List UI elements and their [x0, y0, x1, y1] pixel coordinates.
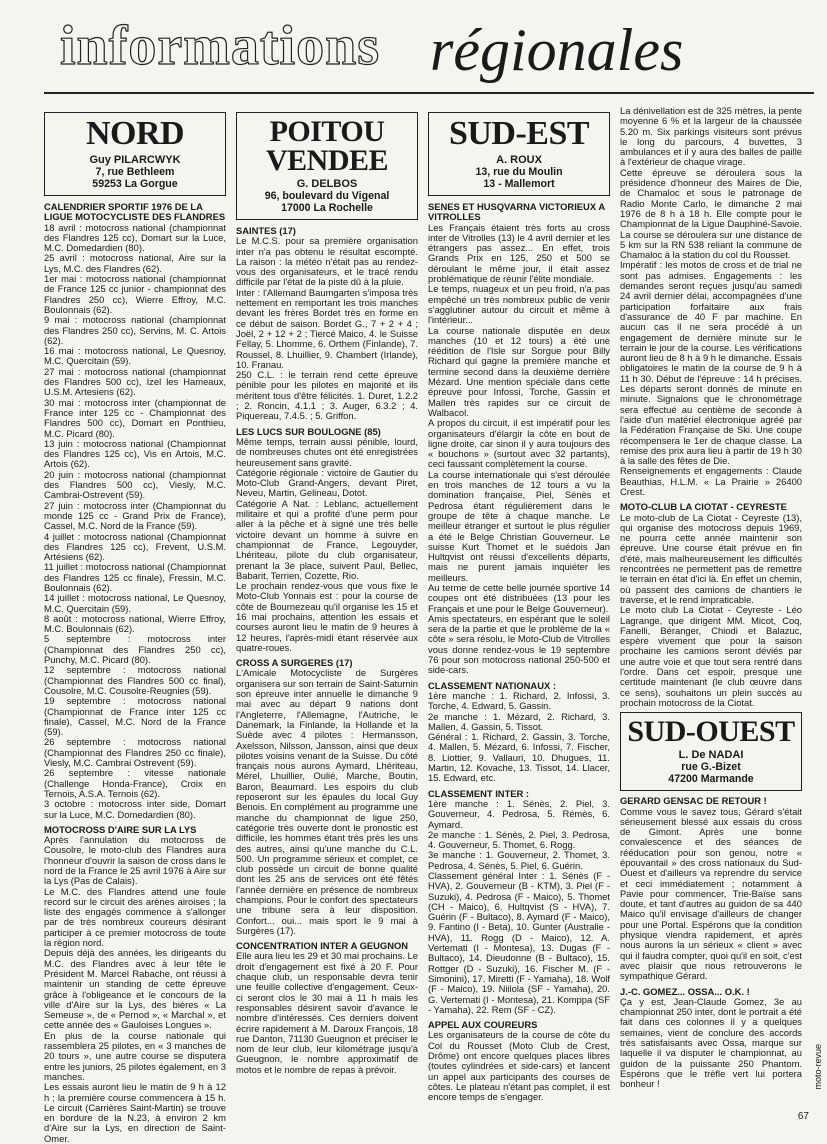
paragraph: 9 mai : motocross national (championnat des Flandres 250 cc), Servins, M. C. Artois (62).	[44, 314, 226, 346]
paragraph: Inter : l'Allemand Baumgarten s'imposa très nettement en remportant les trois manches devant les frères Bordet très en forme en ce début de saison. Bordet G., 7 + 2 + 4 ; Joël, 2 + 12 + 2 ; Tiercé Maico, 4. le Suisse Fellay, 5. Lhomme, 6. Orthem (Finlande), 7. Roussel, 8. Lhuillier, 9. Chambert (Irlande), 10. Franau.	[236, 286, 418, 370]
section-title: NORD	[85, 115, 185, 152]
column-sud-est	[428, 112, 610, 1103]
article-heading: SAINTES (17)	[236, 225, 296, 236]
paragraph: 11 juillet : motocross national (Championnat des Flandres 125 cc finale), Fressin, M.C. Boulonnais (62).	[44, 561, 226, 593]
page-number: 67	[797, 1111, 809, 1122]
paragraph: Catégorie régionale : victoire de Gautier du Moto-Club Grand-Angers, devant Piret, Neveu, Martin, Gelineau, Dotot.	[236, 466, 418, 499]
paragraph: La course internationale qui s'est déroulée en trois manches de 12 tours a vu la domination française, Piel, Sénès et Pedrosa étant régulièrement dans le groupe de tête à chaque manche. Le meilleur étranger et surtout le plus régulier a été le Belge Christian Gouverneur. Le suisse Kurt Thomet et le suédois Jan Hultqvist ont réussi d'excellents départs, mais ne purent jamais inquiéter les meilleurs.	[428, 468, 610, 583]
paragraph: 1ère manche : 1. Richard, 2. Infossi, 3. Torche, 4. Edward, 5. Gassin.	[428, 689, 610, 712]
paragraph: En plus de la course nationale qui rassemblera 25 pilotes, en « 3 manches de 20 tours », une autre course se disputera entre les juniors, 25 pilotes également, en 3 manches.	[44, 1029, 226, 1082]
paragraph: Classement général Inter : 1. Sénès (F - HVA), 2. Gouverneur (B - KTM), 3. Piel (F - Suzuki), 4. Pedrosa (F - Maico), 5. Thomet (CH - Maico), 6. Hultqvist (S - HVA), 7. Guérin (F - Bultaco), 8. Aymard (F - Maico), 9. Fantino (I - Beta), 10. Gunter (Australie - HVA), 11. Rogg (D - Maico), 12. A. Vertemati (I - Montesa), 13. Dugas (F - Bultaco), 14. Dieudonne (B - Bultaco), 15. Rottger (D - Suzuki), 16. Fischer M. (F - Simonini), 17. Miretti (F - Yamaha), 18. Wolf (F - Maico), 19. Niilola (SF - Yamaha), 20. G. Vertemati (I - Montesa), 21. Komppa (SF - Yamaha), 22. Rem (SF - CZ).	[428, 870, 610, 1015]
article-body	[44, 835, 226, 1144]
article-heading: MOTOCROSS D'AIRE SUR LA LYS	[44, 823, 197, 835]
paragraph: Le temps, nuageux et un peu froid, n'a pas empêché un très nombreux public de venir s'agglutiner autour du circuit et même à l'intérieur...	[428, 283, 610, 326]
paragraph: 25 avril : motocross national, Aire sur la Lys, M.C. des Flandres (62).	[44, 252, 226, 274]
article-body	[236, 437, 418, 653]
article-body	[620, 807, 802, 982]
article-body	[428, 1030, 610, 1102]
article-heading: MOTO-CLUB LA CIOTAT - CEYRESTE	[620, 501, 787, 513]
article-heading: CLASSEMENT NATIONAUX :	[428, 679, 556, 691]
paragraph: Comme vous le savez tous, Gérard s'était sérieusement blessé aux essais du cross de Gimont. Après une bonne convalescence et des séances de rééducation pour son genou, notre « épouvantail » des cross nationaux du Sud-Ouest et d'ailleurs va reprendre du service et ceci immédiatement ; notamment à Pavie pour commencer, Trie-Baïse sans doute, et tant d'autres au guidon de sa 440 Maico qu'il envisage d'ailleurs de changer pour une Portal. Espérons que la condition physique viendra rapidement, et après nous aurons la un sérieux « client » avec qui il faudra compter, quoi qu'il en soit, c'est avec plaisir que nous retrouverons le sympathique Gérard.	[620, 805, 802, 982]
section-title: SUD-EST	[448, 115, 590, 152]
column-nord	[44, 112, 226, 1144]
correspondent: A. ROUX 13, rue du Moulin 13 - Mallemort	[475, 154, 563, 190]
masthead-informations: informations	[60, 15, 380, 77]
article-heading: APPEL AUX COUREURS	[428, 1019, 538, 1031]
article-body	[44, 223, 226, 820]
paragraph: Le moto-club de La Ciotat - Ceyreste (13), qui organise des motocross depuis 1969, ne pourra cette année maintenir son épreuve. Une course était prévue en fin d'été, mais malheureusement les difficultés rencontrées ne permettent pas de remettre le terrain en état d'ici là. En effet un chemin, où passent des camions de chantiers le traverse, et le rend impraticable.	[620, 511, 802, 605]
paragraph: 1er mai : motocross national (championnat de France 125 cc junior - championnat des Flandres 250 cc), Wierre Effroy, M.C. Boulonnais (62).	[44, 273, 226, 315]
paragraph: 13 juin : motocross national (Championnat des Flandres 125 cc), Vis en Artois, M.C. Artois (62).	[44, 437, 226, 470]
article-body	[236, 668, 418, 936]
paragraph: A propos du circuit, il est impératif pour les organisateurs d'élargir la côte en bout de ligne droite, car sinon il y aura toujours des « bouchons » (surtout avec 32 partants), ceci faussant complètement la course.	[428, 417, 610, 470]
masthead-regionales: régionales	[430, 17, 684, 83]
paragraph: 16 mai : motocross national, Le Quesnoy, M.C. Quercitain (59).	[44, 345, 226, 367]
paragraph: Général : 1. Richard, 2. Gassin, 3. Torche, 4. Mallen, 5. Mézard, 6. Infossi, 7. Fischer, 8. Liottier, 9. Vallauri, 10. Dhugues, 11. Martin, 12. Kovache, 13. Tissot, 14. Llacer, 15. Edward, etc.	[428, 731, 610, 784]
section-title: SUD-OUEST	[627, 715, 795, 749]
article-body	[428, 691, 610, 784]
article-heading: CLASSEMENT INTER :	[428, 787, 530, 799]
correspondent: G. DELBOS 96, boulevard du Vigenal 17000 La Rochelle	[264, 178, 390, 214]
article-heading: SENES ET HUSQVARNA VICTORIEUX A VITROLLES	[428, 201, 605, 223]
paragraph: La dénivellation est de 325 mètres, la pente moyenne 6 % et la largeur de la chaussée 5.20 m. Six parkings visiteurs sont prévus le long du parcours, 4 buvettes, 3 ambulances et il y aura des balles de paille à l'extérieur de chaque virage.	[620, 105, 802, 168]
paragraph: L'Amicale Motocycliste de Surgères organisera sur son terrain de Saint-Saturnin son épreuve inter annuelle le dimanche 9 mai avec au départ 9 nations dont l'Angleterre, l'Allemagne, l'Autriche, le Danemark, la Finlande, la Hollande et la Suède avec 4 pilotes : Hermansson, Axelsson, Nilsson, Jansson, ainsi que deux pilotes voisins venant de la Suisse. Du côté français nous aurons Aymard, Lhériteau, Mérel, Lhuillier, Oulié, Marche, Boutin, Baron, Beaumard. Les espoirs du club reposeront sur les épaules du local Guy Benois. En complément au programme une manche du championnat de ligue 250, catégorie très ouverte dont le pronostic est difficile, les hommes étant très près les uns des autres, ainsi qu'une manche du C.L. 500. Un programme sérieux et complet, ce club possède un circuit de bonne qualité dont les 25 ans de services ont été fêtés l'année dernière en présence de nombreux champions. Pour le confort des spectateurs une tribune sera à leur disposition. Confort... oui... mais sport le 9 mai à Surgères (17).	[236, 667, 418, 936]
article-heading: CONCENTRATION INTER A GEUGNON	[236, 940, 409, 952]
paragraph: Le M.C. des Flandres attend une foule record sur le circuit des arènes airoises ; la liste des engagés commence à s'allonger par de très nombreux coureurs désirant participer à ce premier motocross de toute la région nord.	[44, 885, 226, 949]
paragraph: Même temps, terrain aussi pénible, lourd, de nombreuses chutes ont été enregistrées heureusement sans gravité.	[236, 435, 418, 468]
paragraph: La course nationale disputée en deux manches (10 et 12 tours) a été une réédition de l'Isle sur Sorgue pour Billy Richard qui gagne la première manche et termine second dans la deuxième derrière Mézard. Une mention spéciale dans cette épreuve pour Infossi, Torche, Gassin et Mallen très rapides sur ce circuit de Walbacol.	[428, 324, 610, 418]
paragraph: Le M.C.S. pour sa première organisation inter n'a pas obtenu le résultat escompté. La raison : la météo n'était pas au rendez-vous des organisateurs, et le tracé rendu difficile par l'état de la piste dû à la pluie.	[236, 235, 418, 288]
article-body	[428, 223, 610, 676]
paragraph: 26 septembre : motocross national (Championnat des Flandres 250 cc finale), Viesly, M.C. Cambrai Ostrevent (59).	[44, 736, 226, 769]
article-heading: LES LUCS SUR BOULOGNE (85)	[236, 425, 381, 437]
paragraph: 2e manche : 1. Sénès, 2. Piel, 3. Pedrosa, 4. Gouverneur, 5. Thomet, 6. Rogg.	[428, 828, 610, 851]
paragraph: 26 septembre : vitesse nationale (Challenge Honda-France), Croix en Ternois, A.S.A. Ternois (62).	[44, 767, 226, 799]
correspondent: Guy PILARCWYK 7, rue Bethleem 59253 La Gorgue	[89, 154, 181, 190]
publication-tag: moto-revue	[813, 1044, 823, 1090]
masthead	[0, 0, 827, 95]
masthead-rule	[44, 92, 814, 94]
paragraph: Elle aura lieu les 29 et 30 mai prochains. Le droit d'engagement est fixé à 20 F. Pour chaque club, un responsable devra tenir une feuille collective d'engagement. Ceux-ci seront clos le 30 mai à 11 h mais les responsables désirent savoir d'avance le nombre d'intéressés. Ces derniers doivent écrire rapidement à M. Daroux François, 18 rue Danton, 71130 Gueugnon et préciser le nom de leur club, leur kilométrage jusqu'à Gueugnon, le nombre approximatif de motos et le nombre de repas à prévoir.	[236, 950, 418, 1075]
paragraph: Renseignements et engagements : Claude Beauthias, H.L.M. « La Prairie » 26400 Crest.	[620, 465, 802, 497]
paragraph: 19 septembre : motocross national (Championnat de France inter 125 cc finale), Cassel, M.C. Nord de la France (59).	[44, 695, 226, 738]
paragraph: Le prochain rendez-vous que vous fixe le Moto-Club Yonnais est : pour la course de côte de Bournezeau qu'il organise les 15 et 16 mai prochains, attention les essais et courses auront lieu le matin de 9 heures à 12 heures, l'après-midi étant réservée aux quatre-roues.	[236, 580, 418, 653]
paragraph: 27 juin : motocross inter (Championnat du monde 125 cc - Grand Prix de France), Cassel, M.C. Nord de la France (59).	[44, 499, 226, 532]
section-title: POITOU VENDEE	[265, 115, 389, 177]
paragraph: 250 C.L. : le terrain rend cette épreuve pénible pour les pilotes en majorité et ils méritent tous d'être félicités. 1. Duret, 1.2.2 ; 2. Roncin, 4.1.1 ; 3. Auger, 6.3.2 ; 4. Piquereau, 7.4.5. ; 5. Griffon.	[236, 369, 418, 422]
article-body	[620, 106, 802, 497]
article-body	[428, 799, 610, 1015]
paragraph: Au terme de cette belle journée sportive 14 coupes ont été distribuées (13 pour les Français et une pour le Belge Gouverneur).	[428, 581, 610, 614]
paragraph: Après l'annulation du motocross de Cousolre, le moto-club des Flandres aura l'honneur d'ouvrir la saison de cross dans le nord de la France le 25 avril 1976 à Aire sur la Lys (Pas de Calais).	[44, 834, 226, 887]
paragraph: Catégorie A Nat. : Leblanc, actuellement militaire et qui a profité d'une perm pour aller à la pêche et à signé une très belle victoire devant un homme à suivre en championnat de France, Legouyder, Lhériteau, pilote du club organisateur, prenant la 3e place, suivent Paul, Bellec, Babarit, Terrien, Cozette, Rio.	[236, 497, 418, 581]
paragraph: Les Français étaient très forts au cross inter de Vitrolles (13) le 4 avril dernier et les étrangers pas assez... En effet, trois Grands Prix en 125, 250 et 500 se déroulant le même jour, il était assez problématique de réunir l'élite mondiale.	[428, 221, 610, 285]
paragraph: Cette épreuve se déroulera sous la présidence d'honneur des Maires de Die, de Chamaloc et sous le patronage de Radio Monte Carlo, le dimanche 2 mai 1976 de 8 h à 18 h. Elle compte pour le Championnat de la Ligue Dauphiné-Savoie. La course se déroulera sur une distance de 5 km sur la RN 538 reliant la commune de Chamaloc à la station du col du Rousset.	[620, 166, 802, 261]
paragraph: Les organisateurs de la course de côte du Col du Rousset (Moto Club de Crest, Drôme) ont encore quelques places libres (toutes cylindrées et side-cars) et lancent un appel aux participants des courses de côtes. Le plateau n'étant pas complet, il est encore temps de s'engager.	[428, 1029, 610, 1103]
column-poitou-vendee	[236, 112, 418, 1097]
paragraph: 30 mai : motocross inter (championnat de France inter 125 cc - Championnat des Flandres 500 cc), Domart en Ponthieu, M.C. Picard (80).	[44, 396, 226, 439]
paragraph: 27 mai : motocross national (championnat des Flandres 500 cc), Izel les Hameaux, U.S.M. Artesiens (62).	[44, 365, 226, 398]
paragraph: 20 juin : motocross national (championnat des Flandres 500 cc), Viesly, M.C. Cambrai-Ostrevent (59).	[44, 468, 226, 501]
paragraph: 2e manche : 1. Mézard, 2. Richard, 3. Mallen, 4. Gassin, 5. Tissot.	[428, 710, 610, 732]
paragraph: Depuis déjà des années, les dirigeants du M.C. des Flandres avec à leur tête le Président M. Marcel Rabache, ont réussi à maintenir un standing de cette épreuve grâce à l'obligeance et le concours de la ville d'Aire sur la Lys, des bières « La Semeuse », de « Pernod », « Marchal », et cette année des « Gauloises Longues ».	[44, 947, 226, 1031]
article-body	[620, 513, 802, 709]
section-header-poitou	[236, 112, 418, 220]
paragraph: 1ère manche : 1. Sénès, 2. Piel, 3. Gouverneur, 4. Pedrosa, 5. Rémès, 6. Aymard.	[428, 797, 610, 830]
article-heading: GERARD GENSAC DE RETOUR !	[620, 795, 767, 807]
paragraph: 14 juillet : motocross national, Le Quesnoy, M.C. Quercitain (59).	[44, 592, 226, 614]
section-header-sud-ouest	[620, 712, 802, 791]
paragraph: 12 septembre : motocross national (Championnat des Flandres 500 cc final), Cousolre, M.C. Cousolre-Reugnies (59).	[44, 664, 226, 696]
column-four	[620, 106, 802, 1091]
paragraph: 5 septembre : motocross inter (Championnat des Flandres 250 cc), Punchy, M.C. Picard (80).	[44, 633, 226, 666]
article-heading: J.-C. GOMEZ... OSSA... O.K. !	[620, 985, 750, 997]
correspondent: L. De NADAI rue G.-Bizet 47200 Marmande	[668, 749, 754, 786]
paragraph: Le moto club La Ciotat - Ceyreste - Léo Lagrange, que dirigent MM. Micot, Coq, Fanelli, Béranger, Chiodi et Balazuc, espère vivement que pour la saison prochaine les camions seront déviés par une autre voie et que tout sera rentré dans l'ordre. Dans cet espoir, presque une certitude maintenant (le club œuvre dans ce sens), souhaitons un plein succès au prochain motocross de la Ciotat.	[620, 604, 802, 708]
paragraph: 3 octobre : motocross inter side, Domart sur la Luce, M.C. Domedardien (80).	[44, 798, 226, 820]
section-header-nord	[44, 112, 226, 196]
paragraph: Impératif : les motos de cross et de trial ne sont pas admises. Engagements : les demandes seront reçues jusqu'au samedi 24 avril dernier délai, accompagnées d'une participation forfaitaire aux frais d'assurance de 40 F par machine. En aucun cas il ne sera procédé à un engagement de dernière minute sur le terrain le jour de la course. Les vérifications auront lieu de 8 h à 9 h le dimanche. Essais obligatoires le matin de la course de 9 h à 11 h 30. Début de l'épreuve : 14 h précises. Les départs seront donnés de minute en minute. Signalons que le chronométrage sera effectué au centième de seconde à l'aide d'un matériel électronique agréé par la Fédération Française de Ski. Une coupe récompensera le 1er de chaque classe. La remise des prix aura lieu à partir de 19 h 30 à la salle des fêtes de Die.	[620, 259, 802, 467]
paragraph: Amis spectateurs, en espérant que le soleil sera de la partie et que le problème de la « côte » sera résolu, le Moto-Club de Vitrolles vous donne rendez-vous le 19 septembre 76 pour son motocross national 250-500 et side-cars.	[428, 612, 610, 676]
paragraph: 3e manche : 1. Gouverneur, 2. Thomet, 3. Pedrosa, 4. Sénès, 5. Piel, 6. Guérin.	[428, 849, 610, 871]
article-heading: CALENDRIER SPORTIF 1976 DE LA LIGUE MOTOCYCLISTE DES FLANDRES	[44, 201, 226, 223]
paragraph: Les essais auront lieu le matin de 9 h à 12 h ; la première course commencera à 15 h. Le circuit (Carrières Saint-Martin) se trouve en bordure de la N.23, à environ 2 km d'Aire sur la Lys, en direction de Saint-Omer.	[44, 1081, 226, 1144]
paragraph: 8 août : motocross national, Wierre Effroy, M.C. Boulonnais (62).	[44, 612, 226, 635]
paragraph: 4 juillet : motocross national (Championnat des Flandres 125 cc), Frevent, U.S.M. Artésiens (62).	[44, 530, 226, 563]
article-body	[620, 997, 802, 1090]
article-body	[236, 951, 418, 1075]
article-body	[236, 236, 418, 421]
paragraph: 18 avril : motocross national (championnat des Flandres 125 cc), Domart sur la Luce, M.C. Domedardien (80).	[44, 221, 226, 254]
article-heading: CROSS A SURGERES (17)	[236, 657, 353, 669]
paragraph: Ça y est, Jean-Claude Gomez, 3e au championnat 250 inter, dont le portrait a été fait dans ces colonnes il y a quelques semaines, vient de conclure des accords très satisfaisants avec Ossa, marque sur laquelle il va disputer le championnat, au guidon de la puissante 250 Phantom. Espérons que le trèfle vert lui portera bonheur !	[620, 995, 802, 1090]
section-header-sud-est	[428, 112, 610, 196]
